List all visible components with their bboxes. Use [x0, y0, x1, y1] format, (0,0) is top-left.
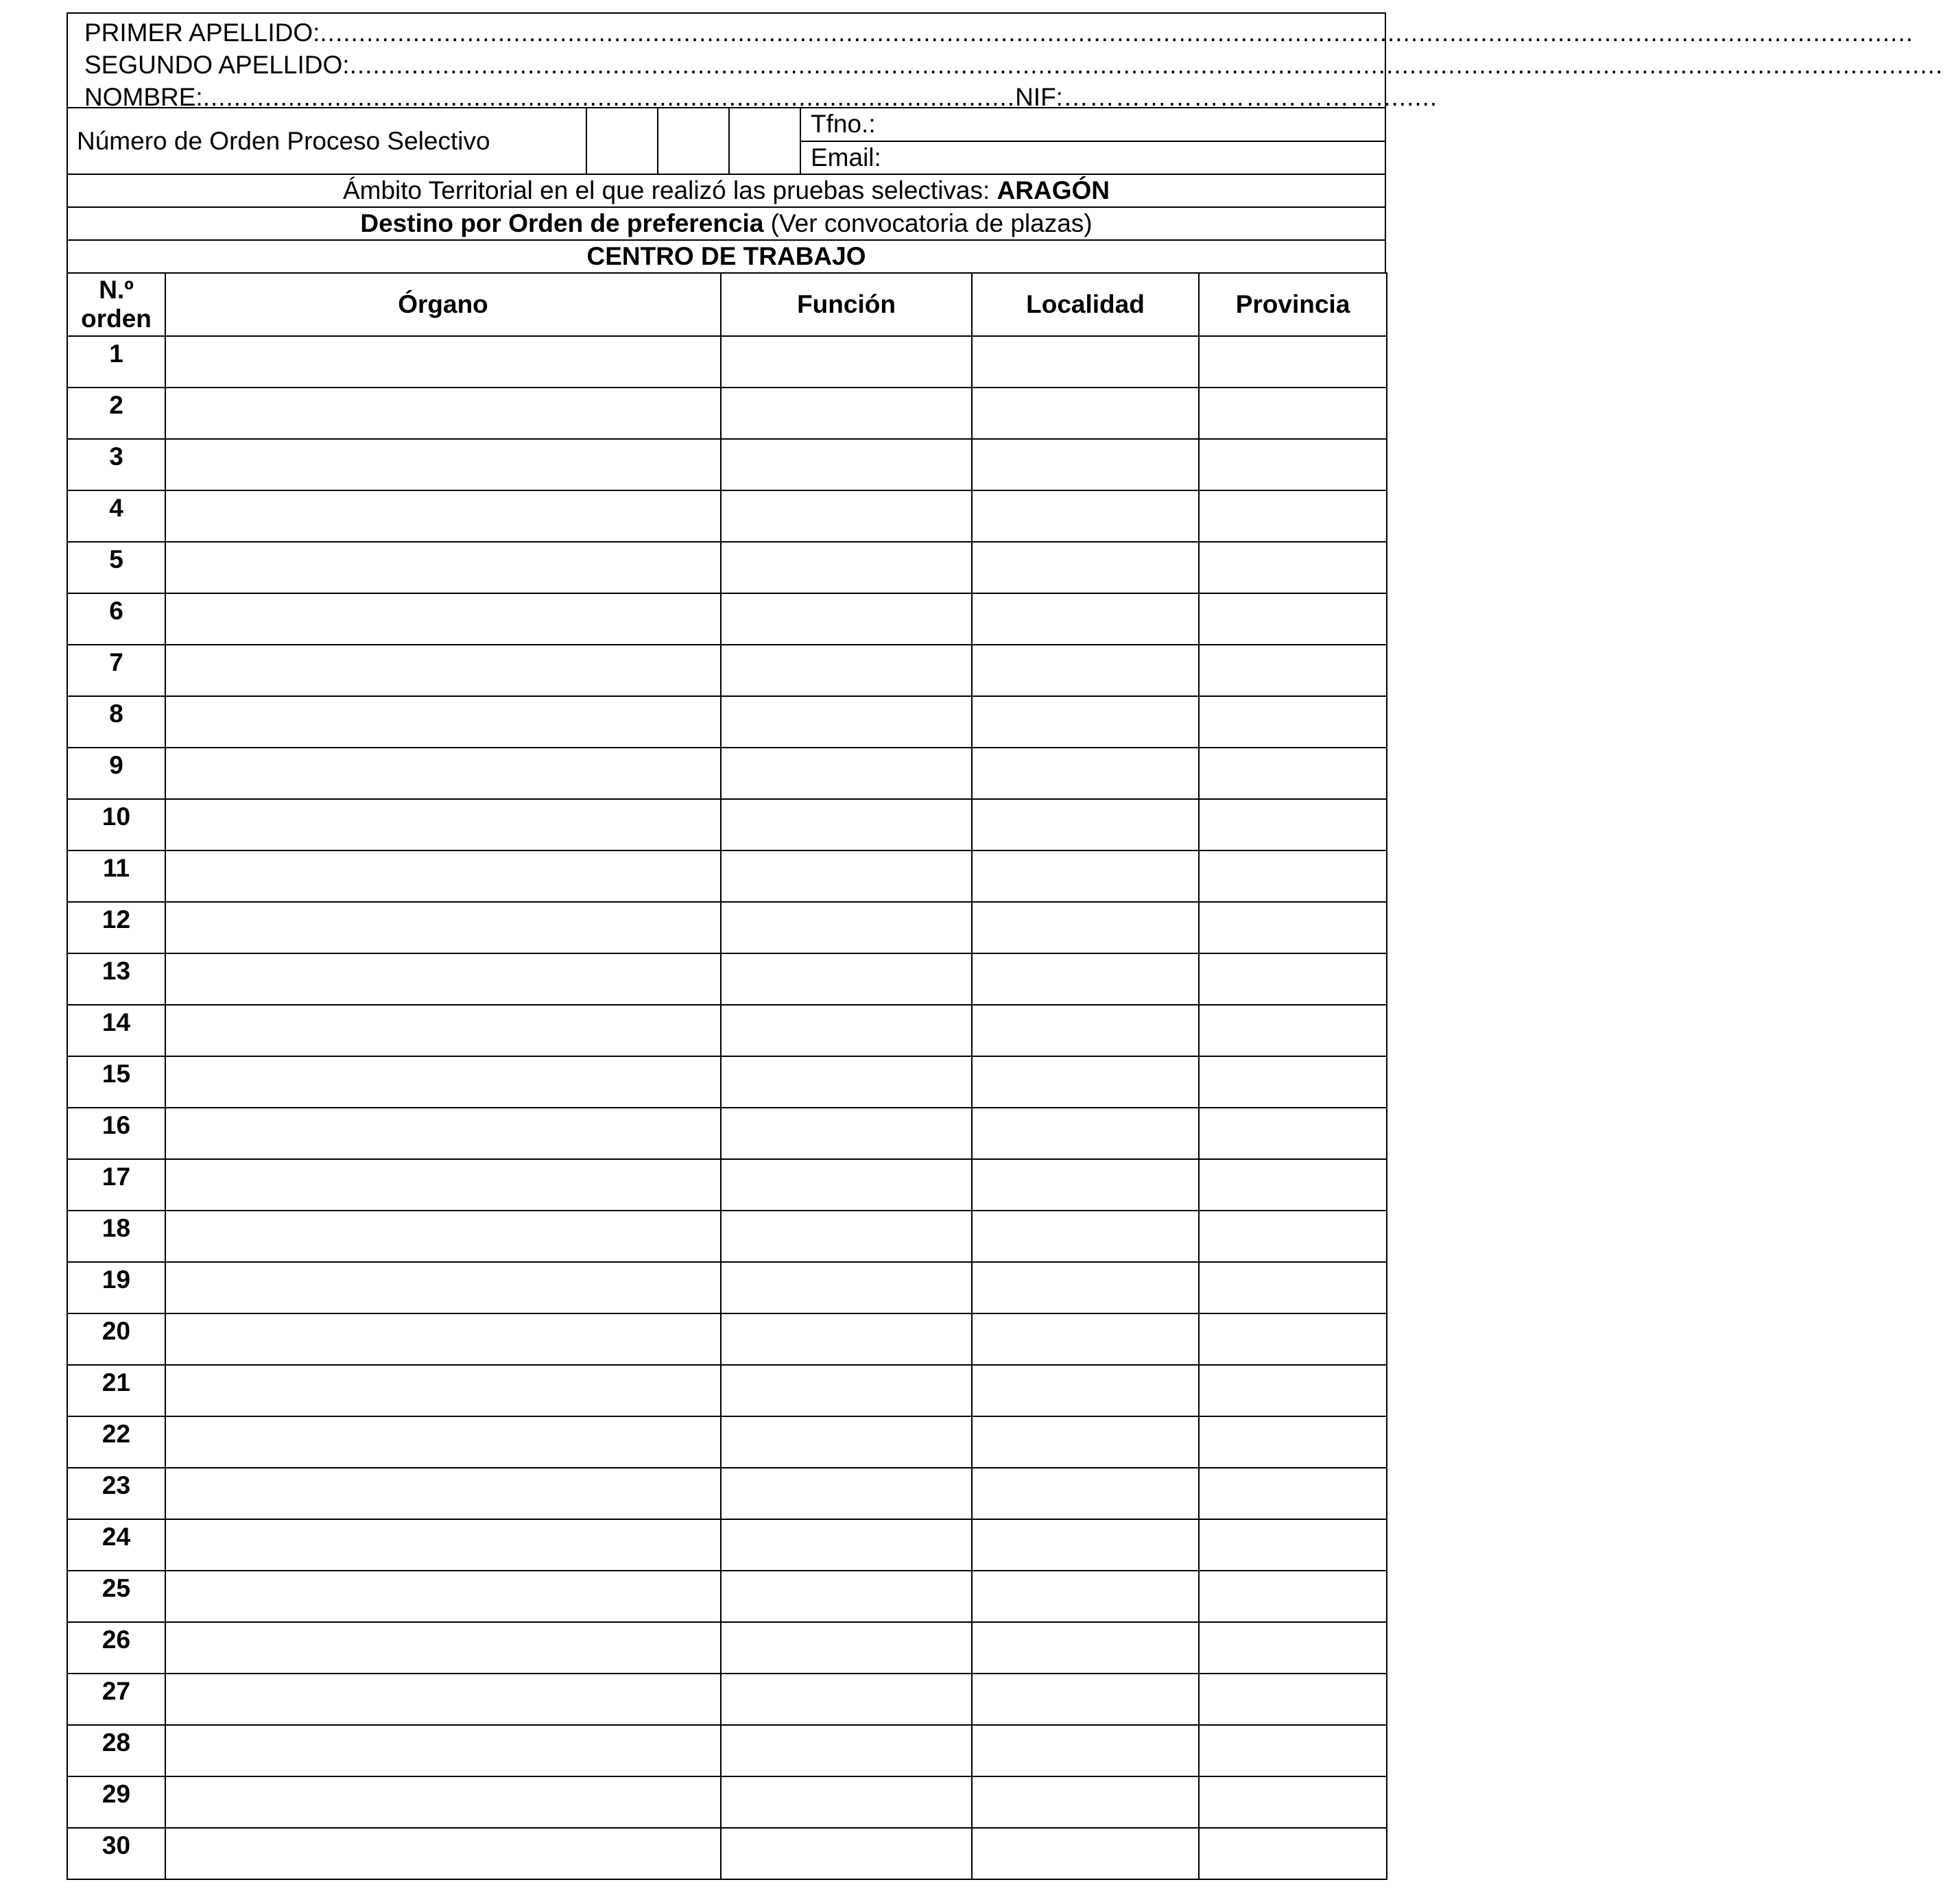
table-row	[67, 542, 1387, 593]
row-number: 30	[67, 1828, 165, 1879]
email-field[interactable]	[801, 141, 1385, 174]
ambito-text: Ámbito Territorial en el que realizó las pruebas selectivas:	[342, 176, 997, 204]
cell-funcion[interactable]	[721, 1005, 972, 1056]
cell-provincia[interactable]	[1199, 748, 1387, 799]
table-row	[67, 593, 1387, 645]
row-number: 16	[67, 1108, 165, 1159]
cell-localidad[interactable]	[972, 1313, 1199, 1365]
row-number: 9	[67, 748, 165, 799]
order-number-box-1[interactable]	[587, 108, 658, 174]
cell-provincia[interactable]	[1199, 696, 1387, 748]
column-header-organo: Órgano	[165, 273, 721, 336]
row-number: 23	[67, 1468, 165, 1519]
table-row	[67, 1622, 1387, 1674]
cell-provincia[interactable]	[1199, 1519, 1387, 1571]
table-row	[67, 1211, 1387, 1262]
cell-provincia[interactable]	[1199, 1416, 1387, 1468]
row-number: 2	[67, 388, 165, 439]
cell-localidad[interactable]	[972, 1776, 1199, 1828]
phone-field[interactable]	[801, 108, 1385, 141]
cell-localidad[interactable]	[972, 542, 1199, 593]
cell-funcion[interactable]	[721, 1776, 972, 1828]
table-row	[67, 1056, 1387, 1108]
cell-provincia[interactable]	[1199, 388, 1387, 439]
row-number: 7	[67, 645, 165, 696]
cell-organo[interactable]	[165, 1776, 721, 1828]
row-number: 6	[67, 593, 165, 645]
cell-funcion[interactable]	[721, 1211, 972, 1262]
cell-provincia[interactable]	[1199, 490, 1387, 542]
row-number: 24	[67, 1519, 165, 1571]
personal-data-section	[67, 12, 1943, 111]
cell-localidad[interactable]	[972, 439, 1199, 490]
cell-localidad[interactable]	[972, 1416, 1199, 1468]
preferences-table	[67, 272, 1387, 1880]
cell-funcion[interactable]	[721, 439, 972, 490]
cell-organo[interactable]	[165, 1622, 721, 1674]
cell-provincia[interactable]	[1199, 1211, 1387, 1262]
row-number: 3	[67, 439, 165, 490]
cell-provincia[interactable]	[1199, 1776, 1387, 1828]
cell-funcion[interactable]	[721, 1108, 972, 1159]
row-number: 19	[67, 1262, 165, 1313]
column-header-funcion: Función	[721, 273, 972, 336]
cell-localidad[interactable]	[972, 696, 1199, 748]
row-number: 29	[67, 1776, 165, 1828]
cell-organo[interactable]	[165, 1262, 721, 1313]
cell-localidad[interactable]	[972, 953, 1199, 1005]
row-number: 5	[67, 542, 165, 593]
column-header-provincia: Provincia	[1199, 273, 1387, 336]
row-number: 26	[67, 1622, 165, 1674]
cell-organo[interactable]	[165, 336, 721, 388]
cell-localidad[interactable]	[972, 1828, 1199, 1879]
row-number: 13	[67, 953, 165, 1005]
cell-organo[interactable]	[165, 645, 721, 696]
table-row	[67, 1262, 1387, 1313]
cell-funcion[interactable]	[721, 1622, 972, 1674]
primer-apellido-label: PRIMER APELLIDO:	[84, 19, 320, 47]
segundo-apellido-field[interactable]	[84, 49, 1943, 81]
cell-localidad[interactable]	[972, 388, 1199, 439]
table-row	[67, 1108, 1387, 1159]
table-body	[67, 336, 1387, 1879]
cell-funcion[interactable]	[721, 1159, 972, 1211]
cell-localidad[interactable]	[972, 490, 1199, 542]
cell-funcion[interactable]	[721, 388, 972, 439]
phone-label: Tfno.:	[811, 110, 876, 139]
cell-provincia[interactable]	[1199, 1571, 1387, 1622]
table-row	[67, 1571, 1387, 1622]
column-header-num-line2: orden	[81, 305, 152, 333]
row-number: 25	[67, 1571, 165, 1622]
cell-localidad[interactable]	[972, 902, 1199, 953]
cell-provincia[interactable]	[1199, 1622, 1387, 1674]
form	[67, 12, 1943, 1880]
cell-provincia[interactable]	[1199, 1313, 1387, 1365]
column-header-num	[67, 273, 165, 336]
cell-provincia[interactable]	[1199, 850, 1387, 902]
table-row	[67, 1519, 1387, 1571]
cell-localidad[interactable]	[972, 1519, 1199, 1571]
cell-organo[interactable]	[165, 1211, 721, 1262]
cell-funcion[interactable]	[721, 542, 972, 593]
cell-provincia[interactable]	[1199, 953, 1387, 1005]
cell-organo[interactable]	[165, 1005, 721, 1056]
row-number: 14	[67, 1005, 165, 1056]
cell-organo[interactable]	[165, 593, 721, 645]
cell-provincia[interactable]	[1199, 1828, 1387, 1879]
cell-localidad[interactable]	[972, 1211, 1199, 1262]
cell-organo[interactable]	[165, 850, 721, 902]
cell-funcion[interactable]	[721, 490, 972, 542]
cell-provincia[interactable]	[1199, 1056, 1387, 1108]
cell-organo[interactable]	[165, 696, 721, 748]
row-number: 20	[67, 1313, 165, 1365]
cell-organo[interactable]	[165, 1725, 721, 1776]
cell-organo[interactable]	[165, 542, 721, 593]
destino-row	[67, 208, 1386, 241]
row-number: 11	[67, 850, 165, 902]
primer-apellido-dots: ..............................................................................................................................................................................................................	[320, 19, 1914, 47]
cell-organo[interactable]	[165, 388, 721, 439]
cell-funcion[interactable]	[721, 645, 972, 696]
table-row	[67, 696, 1387, 748]
cell-localidad[interactable]	[972, 645, 1199, 696]
row-number: 8	[67, 696, 165, 748]
row-number: 12	[67, 902, 165, 953]
order-number-box-2[interactable]	[658, 108, 730, 174]
cell-funcion[interactable]	[721, 1313, 972, 1365]
cell-organo[interactable]	[165, 902, 721, 953]
table-row	[67, 1005, 1387, 1056]
row-number: 10	[67, 799, 165, 850]
row-number: 27	[67, 1674, 165, 1725]
cell-provincia[interactable]	[1199, 1468, 1387, 1519]
cell-provincia[interactable]	[1199, 1159, 1387, 1211]
destino-note: (Ver convocatoria de plazas)	[763, 209, 1093, 237]
cell-organo[interactable]	[165, 490, 721, 542]
table-row	[67, 1416, 1387, 1468]
cell-provincia[interactable]	[1199, 1108, 1387, 1159]
table-row	[67, 1776, 1387, 1828]
cell-provincia[interactable]	[1199, 1005, 1387, 1056]
cell-provincia[interactable]	[1199, 799, 1387, 850]
table-row	[67, 1159, 1387, 1211]
row-number: 4	[67, 490, 165, 542]
cell-localidad[interactable]	[972, 1674, 1199, 1725]
row-number: 28	[67, 1725, 165, 1776]
table-header-row	[67, 273, 1387, 336]
nif-label: NIF:	[1015, 83, 1063, 111]
cell-funcion[interactable]	[721, 1828, 972, 1879]
cell-localidad[interactable]	[972, 1108, 1199, 1159]
cell-organo[interactable]	[165, 439, 721, 490]
cell-localidad[interactable]	[972, 799, 1199, 850]
cell-funcion[interactable]	[721, 953, 972, 1005]
cell-provincia[interactable]	[1199, 542, 1387, 593]
cell-provincia[interactable]	[1199, 1365, 1387, 1416]
cell-localidad[interactable]	[972, 1365, 1199, 1416]
segundo-apellido-dots: ..............................................................................................................................................................................................................	[349, 51, 1943, 79]
destino-title: Destino por Orden de preferencia	[360, 209, 764, 237]
cell-funcion[interactable]	[721, 1468, 972, 1519]
nif-dots: ………………………………........	[1062, 83, 1438, 111]
cell-localidad[interactable]	[972, 336, 1199, 388]
cell-localidad[interactable]	[972, 1262, 1199, 1313]
cell-funcion[interactable]	[721, 1416, 972, 1468]
cell-localidad[interactable]	[972, 1622, 1199, 1674]
cell-localidad[interactable]	[972, 593, 1199, 645]
cell-funcion[interactable]	[721, 850, 972, 902]
cell-funcion[interactable]	[721, 1571, 972, 1622]
cell-organo[interactable]	[165, 1468, 721, 1519]
cell-funcion[interactable]	[721, 1674, 972, 1725]
cell-localidad[interactable]	[972, 1159, 1199, 1211]
table-row	[67, 388, 1387, 439]
cell-organo[interactable]	[165, 1674, 721, 1725]
cell-funcion[interactable]	[721, 1056, 972, 1108]
table-row	[67, 1725, 1387, 1776]
cell-provincia[interactable]	[1199, 439, 1387, 490]
row-number: 1	[67, 336, 165, 388]
table-row	[67, 645, 1387, 696]
row-number: 21	[67, 1365, 165, 1416]
table-row	[67, 1365, 1387, 1416]
cell-organo[interactable]	[165, 1828, 721, 1879]
cell-funcion[interactable]	[721, 1519, 972, 1571]
cell-funcion[interactable]	[721, 1262, 972, 1313]
cell-provincia[interactable]	[1199, 1725, 1387, 1776]
order-number-box-3[interactable]	[730, 108, 801, 174]
table-row	[67, 748, 1387, 799]
cell-organo[interactable]	[165, 1108, 721, 1159]
table-row	[67, 1674, 1387, 1725]
cell-funcion[interactable]	[721, 1365, 972, 1416]
cell-localidad[interactable]	[972, 1725, 1199, 1776]
cell-funcion[interactable]	[721, 336, 972, 388]
cell-organo[interactable]	[165, 748, 721, 799]
row-number: 18	[67, 1211, 165, 1262]
cell-localidad[interactable]	[972, 1056, 1199, 1108]
table-row	[67, 850, 1387, 902]
cell-funcion[interactable]	[721, 799, 972, 850]
cell-organo[interactable]	[165, 1416, 721, 1468]
cell-provincia[interactable]	[1199, 1262, 1387, 1313]
table-row	[67, 1828, 1387, 1879]
email-label: Email:	[811, 143, 881, 171]
table-row	[67, 1468, 1387, 1519]
cell-provincia[interactable]	[1199, 1674, 1387, 1725]
cell-organo[interactable]	[165, 1519, 721, 1571]
row-number: 22	[67, 1416, 165, 1468]
cell-provincia[interactable]	[1199, 645, 1387, 696]
cell-localidad[interactable]	[972, 1468, 1199, 1519]
table-row	[67, 439, 1387, 490]
order-number-label: Número de Orden Proceso Selectivo	[68, 108, 587, 174]
ambito-region: ARAGÓN	[997, 176, 1110, 204]
primer-apellido-field[interactable]	[84, 16, 1914, 49]
row-number: 17	[67, 1159, 165, 1211]
cell-funcion[interactable]	[721, 748, 972, 799]
segundo-apellido-label: SEGUNDO APELLIDO:	[84, 51, 350, 79]
cell-organo[interactable]	[165, 1056, 721, 1108]
cell-funcion[interactable]	[721, 902, 972, 953]
cell-localidad[interactable]	[972, 850, 1199, 902]
cell-organo[interactable]	[165, 799, 721, 850]
nombre-label: NOMBRE:	[84, 83, 203, 111]
centro-title: CENTRO DE TRABAJO	[67, 241, 1386, 274]
table-row	[67, 953, 1387, 1005]
nombre-dots: .........................................................................................................	[202, 83, 1016, 111]
cell-provincia[interactable]	[1199, 902, 1387, 953]
ambito-row	[67, 175, 1386, 208]
table-row	[67, 902, 1387, 953]
cell-organo[interactable]	[165, 1313, 721, 1365]
cell-localidad[interactable]	[972, 1571, 1199, 1622]
table-row	[67, 336, 1387, 388]
cell-funcion[interactable]	[721, 1725, 972, 1776]
contact-section	[801, 108, 1385, 174]
cell-provincia[interactable]	[1199, 336, 1387, 388]
table-row	[67, 490, 1387, 542]
cell-localidad[interactable]	[972, 748, 1199, 799]
table-row	[67, 799, 1387, 850]
cell-funcion[interactable]	[721, 696, 972, 748]
cell-localidad[interactable]	[972, 1005, 1199, 1056]
order-contact-row	[67, 108, 1386, 175]
cell-organo[interactable]	[165, 1365, 721, 1416]
row-number: 15	[67, 1056, 165, 1108]
cell-organo[interactable]	[165, 953, 721, 1005]
cell-organo[interactable]	[165, 1159, 721, 1211]
column-header-localidad: Localidad	[972, 273, 1199, 336]
cell-organo[interactable]	[165, 1571, 721, 1622]
column-header-num-line1: N.º	[99, 276, 134, 304]
cell-funcion[interactable]	[721, 593, 972, 645]
cell-provincia[interactable]	[1199, 593, 1387, 645]
table-row	[67, 1313, 1387, 1365]
